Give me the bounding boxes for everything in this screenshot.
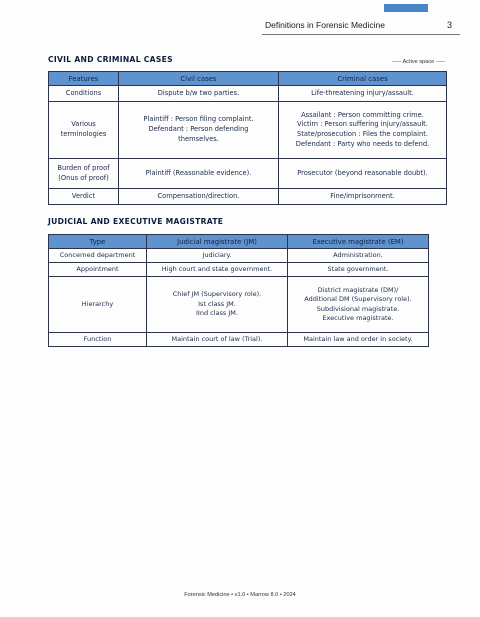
cell-text: Subdivisional magistrate. [316, 304, 400, 313]
column-header: Executive magistrate (EM) [288, 235, 429, 249]
feature-cell [49, 102, 119, 159]
column-header: Criminal cases [279, 72, 447, 86]
cell-text: Maintain court of law (Trial). [171, 334, 263, 343]
civil-cell [119, 159, 279, 189]
civil-cell [119, 86, 279, 102]
header-rule [262, 34, 460, 35]
criminal-cell [279, 102, 447, 159]
table-header-row [49, 72, 447, 86]
active-space-note: ----- Active space ----- [392, 59, 446, 65]
cell-text: IInd class JM. [196, 309, 238, 318]
header-title: Definitions in Forensic Medicine [265, 20, 385, 30]
feature-cell [49, 86, 119, 102]
cell-text: Various [71, 120, 96, 129]
cell-text: Compensation/direction. [157, 191, 240, 200]
criminal-cell [279, 189, 447, 205]
table-row [49, 263, 429, 277]
cell-text: Burden of proof [57, 163, 110, 172]
jm-cell [147, 333, 288, 347]
cell-text: themselves. [178, 134, 219, 143]
feature-cell [49, 159, 119, 189]
cell-text: Judiciary. [202, 250, 232, 259]
jm-cell [147, 277, 288, 333]
cell-text: Assailant : Person committing crime. [301, 110, 424, 119]
cell-text: Maintain law and order in society. [303, 334, 413, 343]
cell-text: Plaintiff : Person filing complaint. [143, 115, 254, 124]
cell-text: Defendant : Person defending [148, 125, 249, 134]
cell-text: Defendant : Party who needs to defend. [295, 139, 430, 148]
cell-text: Conditions [65, 88, 102, 97]
type-cell [49, 277, 147, 333]
header-accent-bar [384, 4, 428, 12]
column-header: Features [49, 72, 119, 86]
column-header: Type [49, 235, 147, 249]
civil-cell [119, 189, 279, 205]
table-header-row [49, 235, 429, 249]
table-row [49, 102, 447, 159]
cell-text: Fine/imprisonment. [330, 191, 395, 200]
section-title-civil-criminal: CIVIL AND CRIMINAL CASES [48, 55, 173, 64]
cell-text: High court and state government. [161, 264, 273, 273]
type-cell [49, 263, 147, 277]
cell-text: Prosecutor (beyond reasonable doubt). [297, 168, 428, 177]
cell-text: Ist class JM. [198, 299, 236, 308]
criminal-cell [279, 159, 447, 189]
cell-text: District magistrate (DM)/ [317, 285, 399, 294]
cell-text: Function [83, 334, 112, 343]
cell-text: Plaintiff (Reasonable evidence). [145, 168, 252, 177]
feature-cell [49, 189, 119, 205]
type-cell [49, 249, 147, 263]
cell-text: Appointment [76, 264, 119, 273]
cell-text: Administration. [333, 250, 383, 259]
table-row [49, 159, 447, 189]
jm-cell [147, 263, 288, 277]
jm-cell [147, 249, 288, 263]
cell-text: Victim : Person suffering injury/assault. [297, 120, 428, 129]
em-cell [288, 333, 429, 347]
cell-text: Verdict [71, 191, 96, 200]
cell-text: Dispute b/w two parties. [157, 88, 240, 97]
table-row [49, 249, 429, 263]
cell-text: State government. [327, 264, 389, 273]
table-row [49, 189, 447, 205]
cell-text: Concerned department [59, 250, 136, 259]
cell-text: Executive magistrate. [322, 313, 394, 322]
civil-criminal-table [48, 71, 447, 205]
cell-text: (Onus of proof) [58, 173, 109, 182]
criminal-cell [279, 86, 447, 102]
type-cell [49, 333, 147, 347]
magistrate-table [48, 234, 429, 347]
table-row [49, 333, 429, 347]
column-header: Civil cases [119, 72, 279, 86]
table-row [49, 277, 429, 333]
cell-text: Life-threatening injury/assault. [311, 88, 414, 97]
page-footer: Forensic Medicine • v1.0 • Marrow 8.0 • 2024 [184, 592, 296, 598]
cell-text: Chief JM (Supervisory role). [172, 290, 262, 299]
cell-text: Additional DM (Supervisory role). [304, 295, 412, 304]
table-row [49, 86, 447, 102]
cell-text: terminologies [60, 130, 107, 138]
em-cell [288, 277, 429, 333]
column-header: Judicial magistrate (JM) [147, 235, 288, 249]
em-cell [288, 263, 429, 277]
em-cell [288, 249, 429, 263]
page-number: 3 [447, 20, 453, 30]
civil-cell [119, 102, 279, 159]
section-title-magistrates: JUDICIAL AND EXECUTIVE MAGISTRATE [48, 217, 224, 226]
cell-text: State/prosecution : Files the complaint. [297, 130, 428, 138]
cell-text: Hierarchy [81, 299, 114, 308]
